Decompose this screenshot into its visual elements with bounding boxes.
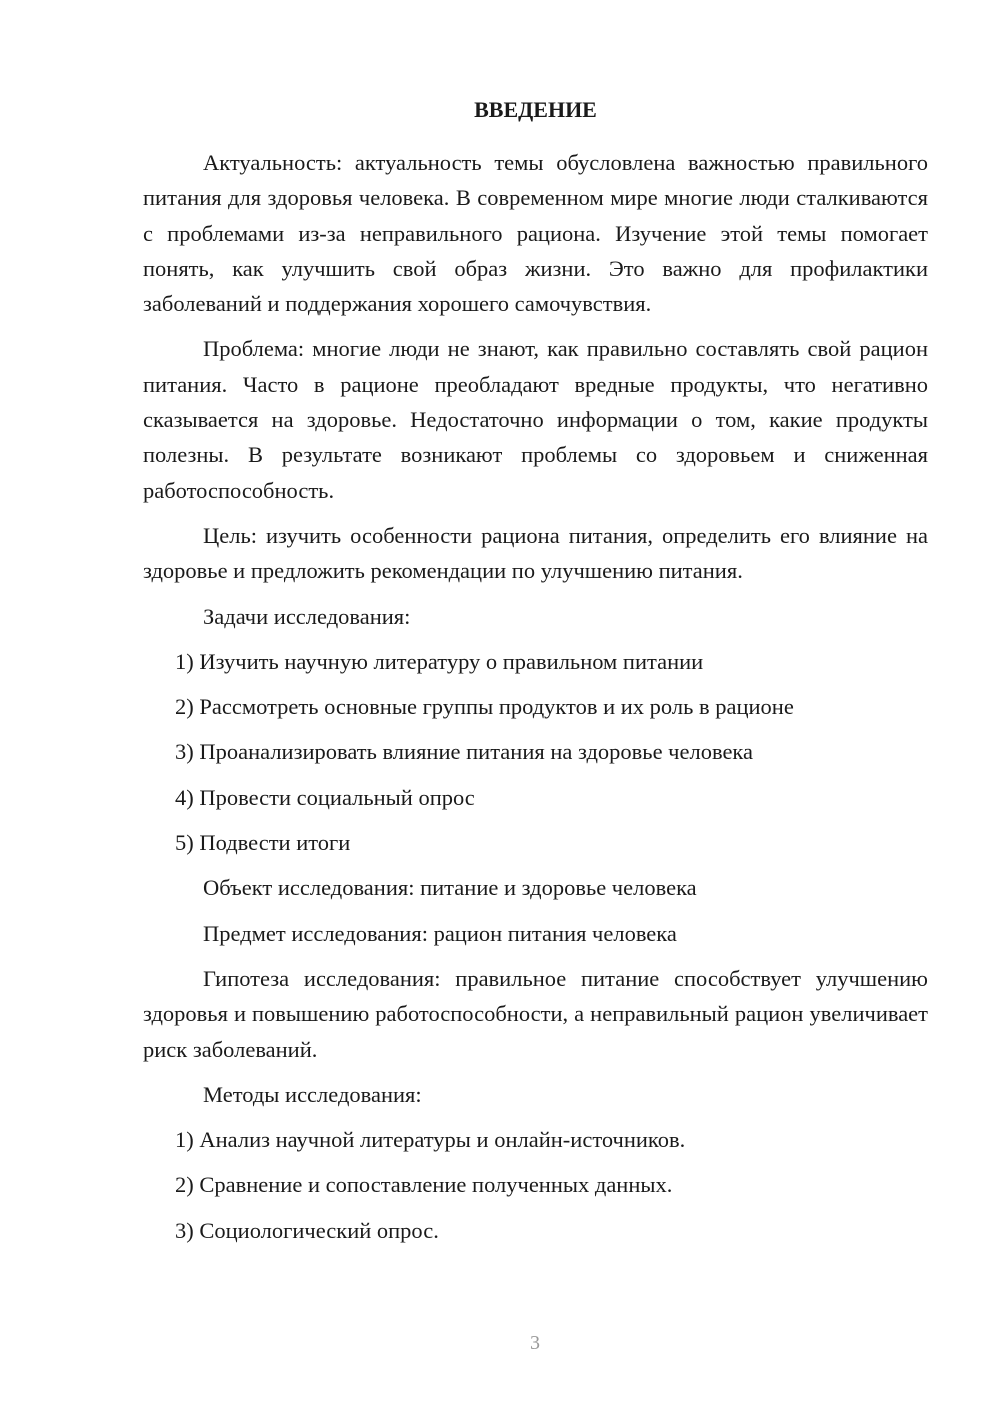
tasks-heading: Задачи исследования:: [203, 603, 411, 629]
goal-paragraph: Цель: изучить особенности рациона питания, определить его влияние на здоровье и предложить рекомендации по улучшению питания.: [143, 522, 928, 584]
list-item: 4) Провести социальный опрос: [175, 784, 475, 810]
subject-line: Предмет исследования: рацион питания человека: [203, 920, 677, 946]
list-item: 3) Социологический опрос.: [175, 1217, 439, 1243]
methods-list: [143, 1122, 928, 1248]
page-number: 3: [530, 1332, 540, 1354]
list-item: 3) Проанализировать влияние питания на здоровье человека: [175, 739, 754, 765]
relevance-paragraph: Актуальность: актуальность темы обусловлена важностью правильного питания для здоровья человека. В современном мире многие люди сталкиваются с проблемами из-за неправильного рациона. Изучение этой темы помогает понять, как улучшить свой образ жизни. Это важно для профилактики заболеваний и поддержания хорошего самочувствия.: [143, 150, 928, 317]
methods-heading: Методы исследования:: [203, 1081, 422, 1107]
document-page: [143, 92, 928, 1258]
list-item: 5) Подвести итоги: [175, 830, 351, 856]
section-title: ВВЕДЕНИЕ: [474, 97, 597, 122]
tasks-list: [143, 644, 928, 860]
list-item: 2) Сравнение и сопоставление полученных данных.: [175, 1172, 673, 1198]
list-item: 2) Рассмотреть основные группы продуктов и их роль в рационе: [175, 694, 794, 720]
object-line: Объект исследования: питание и здоровье человека: [203, 875, 697, 901]
list-item: 1) Анализ научной литературы и онлайн-источников.: [175, 1127, 686, 1153]
list-item: 1) Изучить научную литературу о правильном питании: [175, 648, 704, 674]
problem-paragraph: Проблема: многие люди не знают, как правильно составлять свой рацион питания. Часто в рационе преобладают вредные продукты, что негативно сказывается на здоровье. Недостаточно информации о том, какие продукты полезны. В результате возникают проблемы со здоровьем и сниженная работоспособность.: [143, 336, 928, 503]
hypothesis-paragraph: Гипотеза исследования: правильное питание способствует улучшению здоровья и повышению работоспособности, а неправильный рацион увеличивает риск заболеваний.: [143, 965, 928, 1062]
